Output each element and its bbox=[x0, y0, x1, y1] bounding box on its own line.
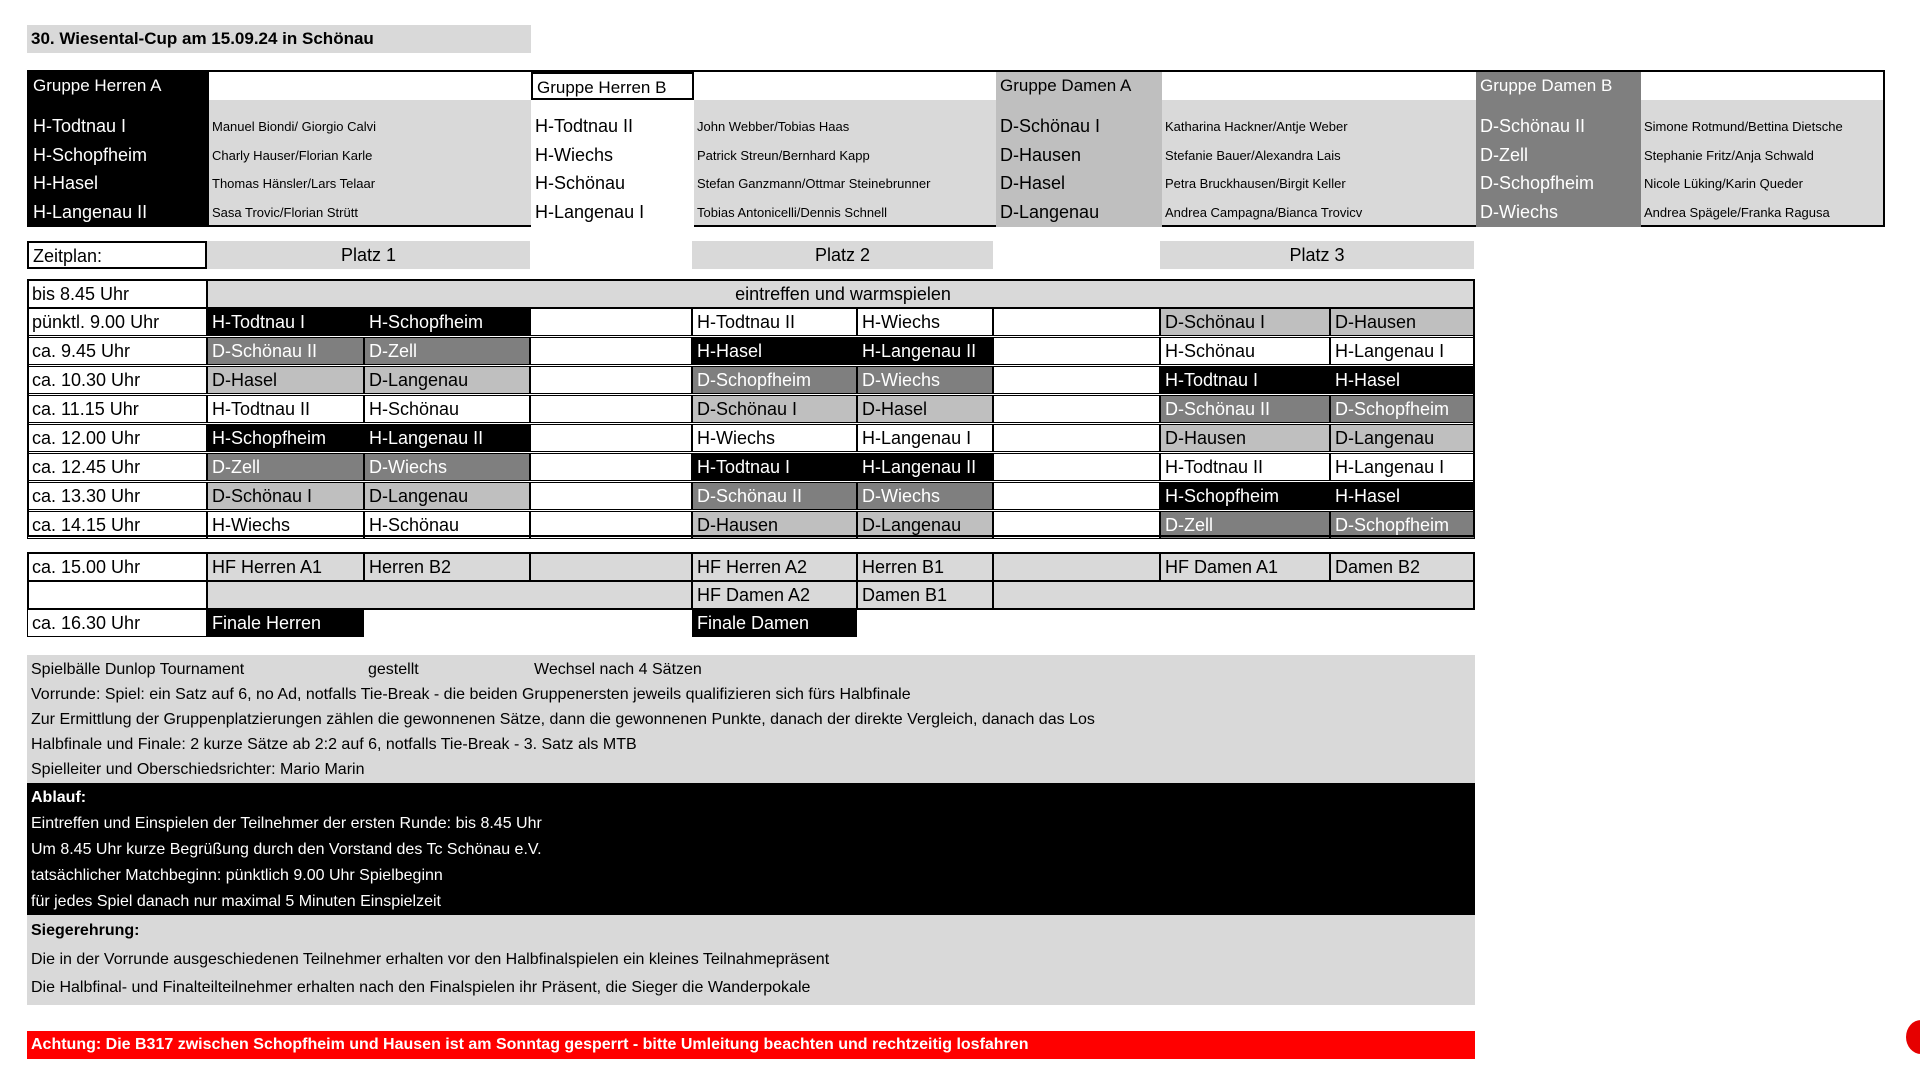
match-team: H-Langenau I bbox=[1330, 337, 1475, 365]
match-team: D-Langenau bbox=[364, 482, 530, 510]
empty-cell bbox=[993, 581, 1475, 609]
group-header-herren-b: Gruppe Herren B bbox=[531, 72, 694, 100]
group-players: Charly Hauser/Florian Karle bbox=[212, 148, 373, 163]
empty-cell bbox=[993, 553, 1160, 581]
match-team: D-Schönau I bbox=[207, 482, 364, 510]
warning-banner: Achtung: Die B317 zwischen Schopfheim und Hausen ist am Sonntag gesperrt - bitte Umleitung beachten und rechtzeitig losfahren bbox=[27, 1031, 1475, 1059]
match-team: H-Schopfheim bbox=[1160, 482, 1330, 510]
match-team: H-Langenau II bbox=[857, 453, 993, 481]
ablauf-line: für jedes Spiel danach nur maximal 5 Minuten Einspielzeit bbox=[31, 893, 441, 910]
semi-team: Herren B2 bbox=[364, 553, 530, 581]
empty-cell bbox=[207, 581, 692, 609]
match-team: D-Schönau II bbox=[1160, 395, 1330, 423]
ablauf-line: tatsächlicher Matchbeginn: pünktlich 9.00 Uhr Spielbeginn bbox=[31, 867, 443, 884]
match-team: H-Langenau I bbox=[857, 424, 993, 452]
semi-team: HF Herren A2 bbox=[692, 553, 857, 581]
group-team: D-Schopfheim bbox=[1476, 169, 1641, 197]
groups-table bbox=[27, 70, 1885, 227]
group-header-spacer bbox=[694, 72, 1020, 100]
time-cell: ca. 9.45 Uhr bbox=[27, 337, 207, 365]
match-team: D-Hausen bbox=[1160, 424, 1330, 452]
time-cell: ca. 16.30 Uhr bbox=[27, 609, 207, 637]
match-team: H-Todtnau II bbox=[1160, 453, 1330, 481]
time-cell: ca. 13.30 Uhr bbox=[27, 482, 207, 510]
match-team: D-Hasel bbox=[857, 395, 993, 423]
empty-cell bbox=[530, 366, 692, 394]
empty-cell bbox=[530, 453, 692, 481]
note-line: Halbfinale und Finale: 2 kurze Sätze ab 2:2 auf 6, notfalls Tie-Break - 3. Satz als MTB bbox=[31, 736, 637, 753]
match-team: H-Todtnau II bbox=[207, 395, 364, 423]
group-players: Tobias Antonicelli/Dennis Schnell bbox=[697, 205, 888, 220]
match-team: D-Langenau bbox=[1330, 424, 1475, 452]
notes-section bbox=[27, 655, 1475, 783]
empty-cell bbox=[993, 366, 1160, 394]
empty-cell bbox=[993, 308, 1160, 336]
group-players: John Webber/Tobias Haas bbox=[697, 119, 850, 134]
match-team: H-Todtnau II bbox=[692, 308, 857, 336]
match-team: D-Schönau II bbox=[207, 337, 364, 365]
group-team: H-Todtnau I bbox=[29, 112, 209, 140]
group-players: Stefanie Bauer/Alexandra Lais bbox=[1165, 148, 1341, 163]
court-header-2: Platz 2 bbox=[692, 241, 993, 269]
match-team: H-Todtnau I bbox=[1160, 366, 1330, 394]
final-damen: Finale Damen bbox=[692, 609, 857, 637]
match-team: D-Schönau II bbox=[692, 482, 857, 510]
match-team: D-Schopfheim bbox=[692, 366, 857, 394]
time-cell: ca. 15.00 Uhr bbox=[27, 553, 207, 581]
match-team: D-Schopfheim bbox=[1330, 511, 1475, 539]
group-team: D-Schönau I bbox=[996, 112, 1162, 140]
siegerehrung-heading: Siegerehrung: bbox=[31, 922, 140, 939]
match-team: H-Langenau II bbox=[857, 337, 993, 365]
match-team: H-Wiechs bbox=[857, 308, 993, 336]
siegerehrung-section bbox=[27, 915, 1475, 1005]
empty-cell bbox=[530, 424, 692, 452]
match-team: D-Schönau I bbox=[692, 395, 857, 423]
semi-team: Herren B1 bbox=[857, 553, 993, 581]
empty-cell bbox=[530, 395, 692, 423]
siegerehrung-line: Die in der Vorrunde ausgeschiedenen Teilnehmer erhalten vor den Halbfinalspielen ein kleines Teilnahmepräsent bbox=[31, 951, 830, 968]
group-team: D-Wiechs bbox=[1476, 198, 1641, 226]
empty-cell bbox=[530, 308, 692, 336]
empty-cell bbox=[993, 395, 1160, 423]
warmup-cell: eintreffen und warmspielen bbox=[207, 280, 1475, 308]
group-players: Nicole Lüking/Karin Queder bbox=[1644, 176, 1803, 191]
time-cell: ca. 12.45 Uhr bbox=[27, 453, 207, 481]
empty-cell bbox=[993, 482, 1160, 510]
group-team: H-Hasel bbox=[29, 169, 209, 197]
group-header-herren-a: Gruppe Herren A bbox=[29, 72, 209, 100]
match-team: H-Schopfheim bbox=[364, 308, 530, 336]
semi-team: Damen B1 bbox=[857, 581, 993, 609]
group-team: D-Langenau bbox=[996, 198, 1162, 226]
time-cell: ca. 11.15 Uhr bbox=[27, 395, 207, 423]
match-team: D-Hasel bbox=[207, 366, 364, 394]
note-line: Spielleiter und Oberschiedsrichter: Mario Marin bbox=[31, 761, 365, 778]
match-team: D-Langenau bbox=[364, 366, 530, 394]
empty-cell bbox=[993, 453, 1160, 481]
match-team: D-Langenau bbox=[857, 511, 993, 539]
group-header-spacer bbox=[1641, 72, 1883, 100]
group-team: D-Hasel bbox=[996, 169, 1162, 197]
empty-cell bbox=[993, 511, 1160, 539]
court-header-3: Platz 3 bbox=[1160, 241, 1474, 269]
match-team: D-Hausen bbox=[1330, 308, 1475, 336]
match-team: H-Hasel bbox=[1330, 482, 1475, 510]
match-team: H-Langenau I bbox=[1330, 453, 1475, 481]
ablauf-line: Um 8.45 Uhr kurze Begrüßung durch den Vorstand des Tc Schönau e.V. bbox=[31, 841, 542, 858]
group-players: Stefan Ganzmann/Ottmar Steinebrunner bbox=[697, 176, 931, 191]
page-title: 30. Wiesental-Cup am 15.09.24 in Schönau bbox=[27, 25, 531, 53]
ablauf-section bbox=[27, 783, 1475, 915]
match-team: D-Schönau I bbox=[1160, 308, 1330, 336]
court-header-1: Platz 1 bbox=[207, 241, 530, 269]
time-cell: pünktl. 9.00 Uhr bbox=[27, 308, 207, 336]
note-line: Zur Ermittlung der Gruppenplatzierungen zählen die gewonnenen Sätze, dann die gewonnenen Punkte, danach der direkte Vergleich, danach das Los bbox=[31, 711, 1095, 728]
group-team: D-Schönau II bbox=[1476, 112, 1641, 140]
group-players: Petra Bruckhausen/Birgit Keller bbox=[1165, 176, 1346, 191]
group-players: Patrick Streun/Bernhard Kapp bbox=[697, 148, 870, 163]
group-players: Manuel Biondi/ Giorgio Calvi bbox=[212, 119, 377, 134]
match-team: H-Schönau bbox=[364, 395, 530, 423]
group-players: Andrea Campagna/Bianca Trovicv bbox=[1165, 205, 1363, 220]
empty-cell bbox=[530, 482, 692, 510]
group-team: H-Schönau bbox=[531, 169, 694, 197]
group-players: Sasa Trovic/Florian Strütt bbox=[212, 205, 358, 220]
time-cell: ca. 12.00 Uhr bbox=[27, 424, 207, 452]
schedule-label: Zeitplan: bbox=[27, 241, 207, 269]
group-team: D-Hausen bbox=[996, 141, 1162, 169]
match-team: H-Todtnau I bbox=[207, 308, 364, 336]
empty-cell bbox=[993, 337, 1160, 365]
ablauf-line: Eintreffen und Einspielen der Teilnehmer der ersten Runde: bis 8.45 Uhr bbox=[31, 815, 542, 832]
note-balls: gestellt bbox=[368, 661, 419, 678]
ablauf-heading: Ablauf: bbox=[31, 789, 87, 806]
match-team: H-Wiechs bbox=[692, 424, 857, 452]
group-team: H-Langenau II bbox=[29, 198, 209, 226]
match-team: H-Hasel bbox=[692, 337, 857, 365]
siegerehrung-line: Die Halbfinal- und Finalteilteilnehmer erhalten nach den Finalspielen ihr Präsent, die Sieger die Wanderpokale bbox=[31, 979, 811, 996]
empty-cell bbox=[530, 511, 692, 539]
match-team: D-Zell bbox=[1160, 511, 1330, 539]
match-team: H-Langenau II bbox=[364, 424, 530, 452]
red-circle-icon bbox=[1906, 1020, 1920, 1054]
time-cell: bis 8.45 Uhr bbox=[27, 280, 207, 308]
match-team: D-Schopfheim bbox=[1330, 395, 1475, 423]
group-players: Thomas Hänsler/Lars Telaar bbox=[212, 176, 376, 191]
match-team: H-Hasel bbox=[1330, 366, 1475, 394]
empty-cell bbox=[993, 424, 1160, 452]
match-team: D-Zell bbox=[364, 337, 530, 365]
semi-team: Damen B2 bbox=[1330, 553, 1475, 581]
match-team: D-Wiechs bbox=[857, 366, 993, 394]
group-players: Stephanie Fritz/Anja Schwald bbox=[1644, 148, 1814, 163]
group-team: H-Langenau I bbox=[531, 198, 694, 226]
note-line: Vorrunde: Spiel: ein Satz auf 6, no Ad, notfalls Tie-Break - die beiden Gruppenersten jeweils qualifizieren sich fürs Halbfinale bbox=[31, 686, 911, 703]
match-team: D-Hausen bbox=[692, 511, 857, 539]
group-header-spacer bbox=[1162, 72, 1476, 100]
match-team: D-Zell bbox=[207, 453, 364, 481]
time-cell: ca. 14.15 Uhr bbox=[27, 511, 207, 539]
group-players: Andrea Spägele/Franka Ragusa bbox=[1644, 205, 1830, 220]
group-players: Katharina Hackner/Antje Weber bbox=[1165, 119, 1348, 134]
time-cell bbox=[27, 581, 207, 609]
match-team: H-Schönau bbox=[1160, 337, 1330, 365]
group-players: Simone Rotmund/Bettina Dietsche bbox=[1644, 119, 1843, 134]
group-team: H-Todtnau II bbox=[531, 112, 694, 140]
match-team: H-Schopfheim bbox=[207, 424, 364, 452]
match-team: H-Schönau bbox=[364, 511, 530, 539]
semi-team: HF Herren A1 bbox=[207, 553, 364, 581]
match-team: D-Wiechs bbox=[364, 453, 530, 481]
group-header-damen-b: Gruppe Damen B bbox=[1476, 72, 1641, 100]
semi-team: HF Damen A2 bbox=[692, 581, 857, 609]
note-balls: Spielbälle Dunlop Tournament bbox=[31, 661, 245, 678]
group-header-damen-a: Gruppe Damen A bbox=[996, 72, 1162, 100]
group-team: D-Zell bbox=[1476, 141, 1641, 169]
match-team: D-Wiechs bbox=[857, 482, 993, 510]
empty-cell bbox=[530, 553, 692, 581]
note-balls: Wechsel nach 4 Sätzen bbox=[534, 661, 702, 678]
group-team: H-Wiechs bbox=[531, 141, 694, 169]
time-cell: ca. 10.30 Uhr bbox=[27, 366, 207, 394]
group-header-spacer bbox=[209, 72, 531, 100]
final-herren: Finale Herren bbox=[207, 609, 364, 637]
empty-cell bbox=[530, 337, 692, 365]
match-team: H-Todtnau I bbox=[692, 453, 857, 481]
match-team: H-Wiechs bbox=[207, 511, 364, 539]
semi-team: HF Damen A1 bbox=[1160, 553, 1330, 581]
group-team: H-Schopfheim bbox=[29, 141, 209, 169]
spacer-row bbox=[27, 539, 1475, 552]
